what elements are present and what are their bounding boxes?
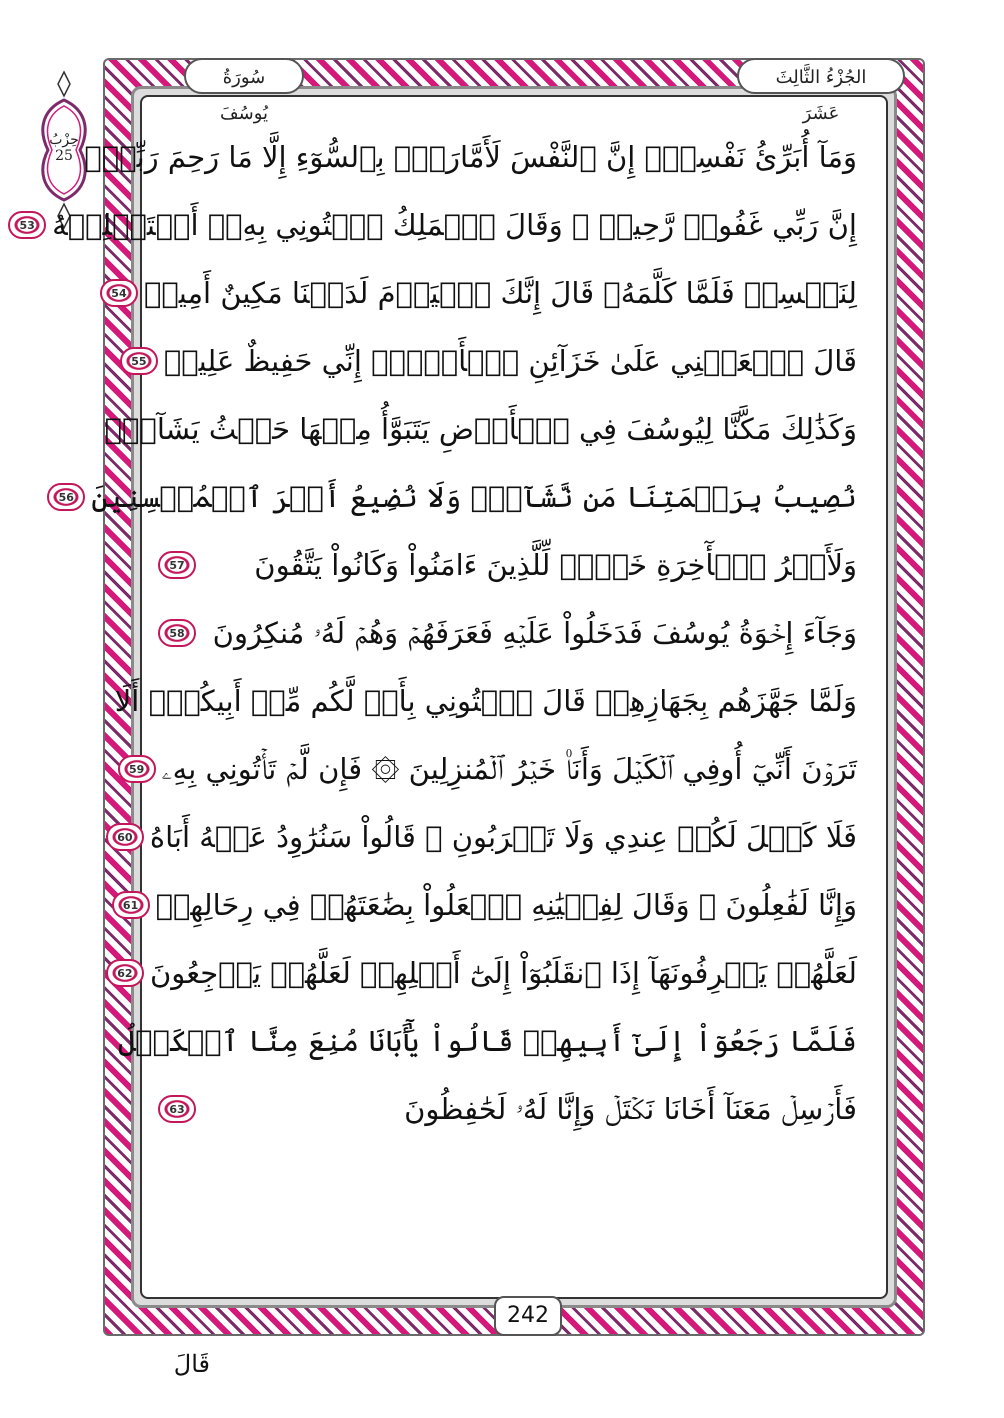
ayah-number-marker: 53 — [8, 211, 46, 239]
hizb-label: حِزْبُ — [49, 132, 79, 148]
text-line — [152, 599, 857, 667]
line-text: فَأَرۡسِلۡ مَعَنَآ أَخَانَا نَكۡتَلۡ وَإِنَّا لَهُۥ لَحَٰفِظُونَ — [404, 1091, 857, 1126]
text-line — [19, 191, 857, 259]
line-text: وَجَآءَ إِخۡوَةُ يُوسُفَ فَدَخَلُواْ عَلَيۡهِ فَعَرَفَهُمۡ وَهُمۡ لَهُۥ مُنكِرُونَ — [212, 615, 857, 650]
text-line — [84, 123, 857, 191]
surah-label: سُورَةُ يُوسُفَ — [184, 58, 304, 94]
ayah-number-marker: 63 — [158, 1095, 196, 1123]
line-text: تَرَوۡنَ أَنِّيٓ أُوفِي ٱلۡكَيۡلَ وَأَنَا۠ خَيۡرُ ٱلۡمُنزِلِينَ ۞ فَإِن لَّمۡ تَأۡتُونِي بِهِۦ — [161, 751, 857, 786]
ayah-number-marker: 54 — [100, 279, 138, 307]
ayah-number-marker: 59 — [118, 755, 156, 783]
hizb-number: 25 — [55, 148, 73, 164]
text-line — [58, 463, 857, 531]
ayah-number-marker: 56 — [47, 483, 85, 511]
text-line — [118, 1007, 857, 1075]
line-text: فَلَمَّا رَجَعُوٓاْ إِلَىٰٓ أَبِيهِمۡ قَالُواْ يَٰٓأَبَانَا مُنِعَ مِنَّا ٱلۡكَيۡلُ — [118, 1024, 857, 1058]
line-text: لَعَلَّهُمۡ يَعۡرِفُونَهَآ إِذَا ٱنقَلَبُوٓاْ إِلَىٰٓ أَهۡلِهِمۡ لَعَلَّهُمۡ يَرۡجِعُونَ — [149, 956, 857, 990]
text-line — [111, 259, 857, 327]
text-line — [131, 327, 857, 395]
line-text: وَلَأَجۡرُ ٱلۡأٓخِرَةِ خَيۡرٞ لِّلَّذِينَ ءَامَنُواْ وَكَانُواْ يَتَّقُونَ — [254, 548, 857, 582]
text-line — [152, 531, 857, 599]
text-line — [117, 939, 857, 1007]
page-number: 242 — [494, 1296, 562, 1336]
line-text: إِنَّ رَبِّي غَفُورٞ رَّحِيمٞ ۞ وَقَالَ ٱلۡمَلِكُ ٱئۡتُونِي بِهِۦٓ أَسۡتَخۡلِصۡهُ — [52, 208, 857, 242]
text-line — [117, 803, 857, 871]
line-text: قَالَ ٱجۡعَلۡنِي عَلَىٰ خَزَآئِنِ ٱلۡأَرۡضِۖ إِنِّي حَفِيظٌ عَلِيمٞ — [163, 344, 857, 378]
ayah-number-marker: 62 — [106, 959, 144, 987]
line-text: وَمَآ أُبَرِّئُ نَفْسِيٓۚ إِنَّ ٱلنَّفْسَ لَأَمَّارَةُۢ بِٱلسُّوٓءِ إِلَّا مَا رَحِمَ رَبِّيٓۚ — [84, 140, 857, 174]
text-line — [122, 871, 857, 939]
line-text: وَإِنَّا لَفَٰعِلُونَ ۞ وَقَالَ لِفِتۡيَٰنِهِ ٱجۡعَلُواْ بِضَٰعَتَهُمۡ فِي رِحَالِهِمۡ — [155, 888, 857, 922]
ayah-number-marker: 61 — [112, 891, 150, 919]
line-text: لِنَفۡسِيۖ فَلَمَّا كَلَّمَهُۥ قَالَ إِنَّكَ ٱلۡيَوۡمَ لَدَيۡنَا مَكِينٌ أَمِينٞ — [143, 276, 857, 310]
line-text: وَكَذَٰلِكَ مَكَّنَّا لِيُوسُفَ فِي ٱلۡأَرۡضِ يَتَبَوَّأُ مِنۡهَا حَيۡثُ يَشَآءُۚ — [104, 412, 857, 446]
line-text: وَلَمَّا جَهَّزَهُم بِجَهَازِهِمۡ قَالَ ٱئۡتُونِي بِأَخٖ لَّكُم مِّنۡ أَبِيكُمۡۚ أَلَا — [114, 684, 857, 718]
text-line — [114, 667, 857, 735]
text-line — [128, 735, 857, 803]
ayah-number-marker: 57 — [158, 551, 196, 579]
ayah-number-marker: 60 — [106, 823, 144, 851]
juz-label: الجُزْءُ الثَّالِثَ عَشَرَ — [737, 58, 905, 94]
catchword: قَالَ — [173, 1350, 210, 1378]
line-text: فَلَا كَيۡلَ لَكُمۡ عِندِي وَلَا تَقۡرَبُونِ ۞ قَالُواْ سَنُرَٰوِدُ عَنۡهُ أَبَاهُ — [149, 820, 857, 854]
ayah-number-marker: 55 — [120, 347, 158, 375]
ayah-number-marker: 58 — [158, 619, 196, 647]
text-line — [152, 1075, 857, 1143]
line-text: نُصِيبُ بِرَحۡمَتِنَا مَن نَّشَآءُۖ وَلَا نُضِيعُ أَجۡرَ ٱلۡمُحۡسِنِينَ — [91, 480, 857, 514]
text-line — [104, 395, 857, 463]
